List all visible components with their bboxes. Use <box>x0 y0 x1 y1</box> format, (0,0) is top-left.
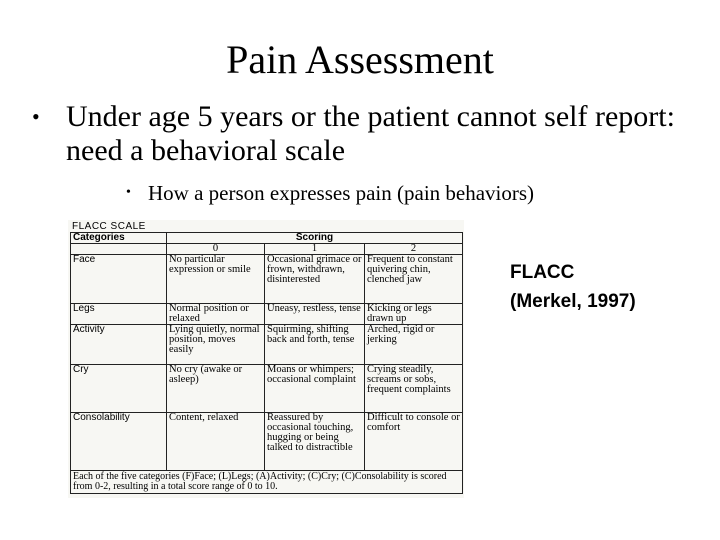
flacc-citation <box>510 258 636 316</box>
category-consolability: Consolability <box>71 413 167 471</box>
score-0-header: 0 <box>167 244 265 255</box>
bullet-dot-icon: • <box>126 185 131 200</box>
header-blank <box>71 244 167 255</box>
score-header-row <box>71 244 463 255</box>
table-cell: No particular expression or smile <box>167 255 265 304</box>
table-cell: Crying steadily, screams or sobs, frequent complaints <box>365 365 463 413</box>
table-cell: Difficult to console or comfort <box>365 413 463 471</box>
bullet-dot-icon: • <box>32 104 40 129</box>
table-cell: Lying quietly, normal position, moves easily <box>167 325 265 365</box>
table-row <box>71 365 463 413</box>
table-cell: Normal position or relaxed <box>167 304 265 325</box>
table-cell: Arched, rigid or jerking <box>365 325 463 365</box>
header-categories: Categories <box>71 233 167 244</box>
table-cell: Moans or whimpers; occasional complaint <box>265 365 365 413</box>
sub-bullet <box>126 180 686 206</box>
table-footnote-row <box>71 471 463 494</box>
table-cell: Reassured by occasional touching, hugging or being talked to distractible <box>265 413 365 471</box>
category-face: Face <box>71 255 167 304</box>
header-scoring: Scoring <box>167 233 463 244</box>
table-cell: Occasional grimace or frown, withdrawn, disinterested <box>265 255 365 304</box>
table-footnote: Each of the five categories (F)Face; (L)Legs; (A)Activity; (C)Cry; (C)Consolability is scored from 0-2, resulting in a total score range of 0 to 10. <box>71 471 463 494</box>
table-cell: Kicking or legs drawn up <box>365 304 463 325</box>
score-2-header: 2 <box>365 244 463 255</box>
score-1-header: 1 <box>265 244 365 255</box>
flacc-label: FLACC <box>510 262 575 283</box>
sub-bullet-text: How a person expresses pain (pain behaviors) <box>148 181 535 205</box>
table-row <box>71 304 463 325</box>
category-legs: Legs <box>71 304 167 325</box>
table-cell: No cry (awake or asleep) <box>167 365 265 413</box>
category-cry: Cry <box>71 365 167 413</box>
table-row <box>71 413 463 471</box>
citation-label: (Merkel, 1997) <box>510 291 636 312</box>
table-cell: Uneasy, restless, tense <box>265 304 365 325</box>
flacc-scale-title: FLACC SCALE <box>72 221 146 232</box>
main-bullet <box>32 100 692 168</box>
table-cell: Content, relaxed <box>167 413 265 471</box>
main-bullet-text: Under age 5 years or the patient cannot self report: need a behavioral scale <box>66 100 675 167</box>
category-activity: Activity <box>71 325 167 365</box>
table-row <box>71 255 463 304</box>
flacc-table <box>70 232 463 494</box>
table-row <box>71 325 463 365</box>
slide-title: Pain Assessment <box>226 37 494 82</box>
table-header-row <box>71 233 463 244</box>
table-cell: Frequent to constant quivering chin, clenched jaw <box>365 255 463 304</box>
table-cell: Squirming, shifting back and forth, tense <box>265 325 365 365</box>
